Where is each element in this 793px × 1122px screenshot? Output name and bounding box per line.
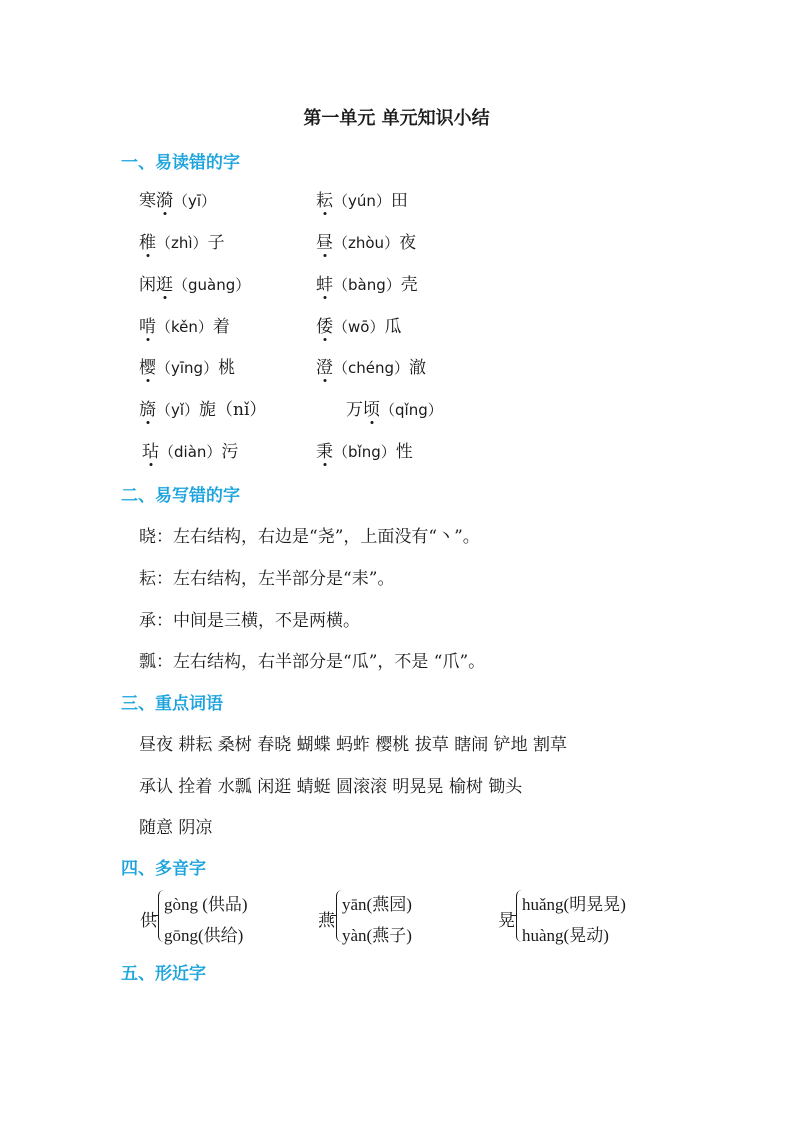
reading-item: 樱（yīng）桃 xyxy=(139,353,235,378)
writing-note: 晓：左右结构，右边是“尧”，上面没有“丶”。 xyxy=(139,527,480,547)
dotted-char: 漪 xyxy=(156,186,173,211)
reading-item: 闲逛（guàng） xyxy=(139,270,250,295)
dotted-char: 逛 xyxy=(156,270,173,295)
writing-note: 耘：左右结构，左半部分是“耒”。 xyxy=(139,569,395,589)
polyphone-group xyxy=(498,888,678,946)
writing-note: 承：中间是三横，不是两横。 xyxy=(139,611,360,631)
polyphone-reading: yān(燕园) xyxy=(342,895,412,914)
section-heading-3: 三、重点词语 xyxy=(121,694,223,714)
reading-item: 秉（bǐng）性 xyxy=(316,437,413,462)
polyphone-reading: huǎng(明晃晃) xyxy=(522,895,626,914)
polyphone-char: 燕 xyxy=(318,911,335,931)
dotted-char: 倭 xyxy=(316,312,333,337)
reading-item: 稚（zhì）子 xyxy=(139,228,225,253)
section-heading-1: 一、易读错的字 xyxy=(121,153,240,173)
reading-item: 寒漪（yī） xyxy=(139,186,216,211)
reading-item: 啃（kěn）着 xyxy=(139,312,230,337)
dotted-char: 啃 xyxy=(139,312,156,337)
dotted-char: 旖 xyxy=(139,395,156,420)
dotted-char: 昼 xyxy=(316,228,333,253)
polyphone-group xyxy=(140,888,300,946)
word-list-line: 昼夜 耕耘 桑树 春晓 蝴蝶 蚂蚱 樱桃 拔草 瞎闹 铲地 割草 xyxy=(139,735,568,755)
reading-item: 昼（zhòu）夜 xyxy=(316,228,416,253)
dotted-char: 稚 xyxy=(139,228,156,253)
dotted-char: 澄 xyxy=(316,353,333,378)
polyphone-char: 晃 xyxy=(498,911,515,931)
word-list-line: 随意 阴凉 xyxy=(139,818,213,838)
dotted-char: 耘 xyxy=(316,186,333,211)
reading-item: 倭（wō）瓜 xyxy=(316,312,401,337)
dotted-char: 蚌 xyxy=(316,270,333,295)
dotted-char: 秉 xyxy=(316,437,333,462)
dotted-char: 顷 xyxy=(363,395,380,420)
writing-note: 瓢：左右结构，右半部分是“瓜”，不是 “爪”。 xyxy=(139,652,486,672)
reading-item: 万顷（qǐng） xyxy=(346,395,443,420)
reading-item: 旖（yǐ）旎（nǐ） xyxy=(139,395,266,420)
polyphone-char: 供 xyxy=(140,911,157,931)
section-heading-5: 五、形近字 xyxy=(121,964,206,984)
polyphone-reading: gòng (供品) xyxy=(164,895,248,914)
section-heading-2: 二、易写错的字 xyxy=(121,486,240,506)
polyphone-reading: yàn(燕子) xyxy=(342,926,412,945)
reading-item: 玷（diàn）污 xyxy=(142,437,238,462)
reading-item: 耘（yún）田 xyxy=(316,186,408,211)
reading-item: 蚌（bàng）壳 xyxy=(316,270,418,295)
polyphone-reading: huàng(晃动) xyxy=(522,926,609,945)
section-heading-4: 四、多音字 xyxy=(121,859,206,879)
polyphone-group xyxy=(318,888,478,946)
page-title: 第一单元 单元知识小结 xyxy=(303,108,490,129)
polyphone-reading: gōng(供给) xyxy=(164,926,244,945)
dotted-char: 玷 xyxy=(142,437,159,462)
dotted-char: 樱 xyxy=(139,353,156,378)
word-list-line: 承认 拴着 水瓢 闲逛 蜻蜓 圆滚滚 明晃晃 榆树 锄头 xyxy=(139,777,523,797)
reading-item: 澄（chéng）澈 xyxy=(316,353,426,378)
